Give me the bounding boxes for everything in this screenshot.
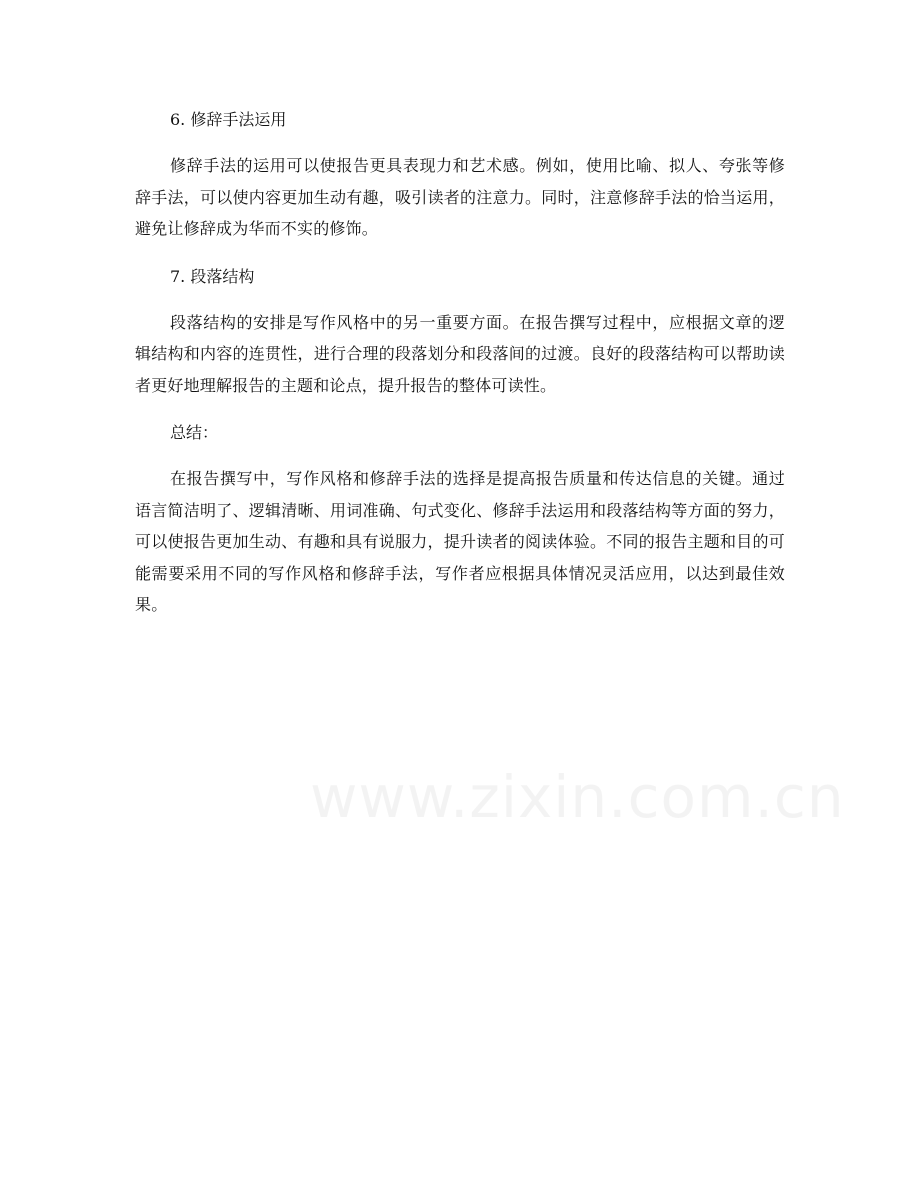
section-paragraph-rhetoric: 修辞手法的运用可以使报告更具表现力和艺术感。例如，使用比喻、拟人、夸张等修辞手法，可以使内容更加生动有趣，吸引读者的注意力。同时，注意修辞手法的恰当运用，避免让修辞成为华而不实的修饰。 [135,156,785,238]
section-paragraph-summary: 在报告撰写中，写作风格和修辞手法的选择是提高报告质量和传达信息的关键。通过语言简洁明了、逻辑清晰、用词准确、句式变化、修辞手法运用和段落结构等方面的努力，可以使报告更加生动、有趣和具有说服力，提升读者的阅读体验。不同的报告主题和目的可能需要采用不同的写作风格和修辞手法，写作者应根据具体情况灵活应用，以达到最佳效果。 [135,469,785,614]
document-body [135,104,785,621]
section-heading-rhetoric: 6. 修辞手法运用 [170,110,287,129]
section-paragraph-paragraph-structure: 段落结构的安排是写作风格中的另一重要方面。在报告撰写过程中，应根据文章的逻辑结构和内容的连贯性，进行合理的段落划分和段落间的过渡。良好的段落结构可以帮助读者更好地理解报告的主题和论点，提升报告的整体可读性。 [135,312,785,395]
watermark-text: www.zixin.com.cn [310,763,845,831]
section-heading-summary: 总结： [170,423,219,442]
section-heading-paragraph-structure: 7. 段落结构 [170,266,255,286]
